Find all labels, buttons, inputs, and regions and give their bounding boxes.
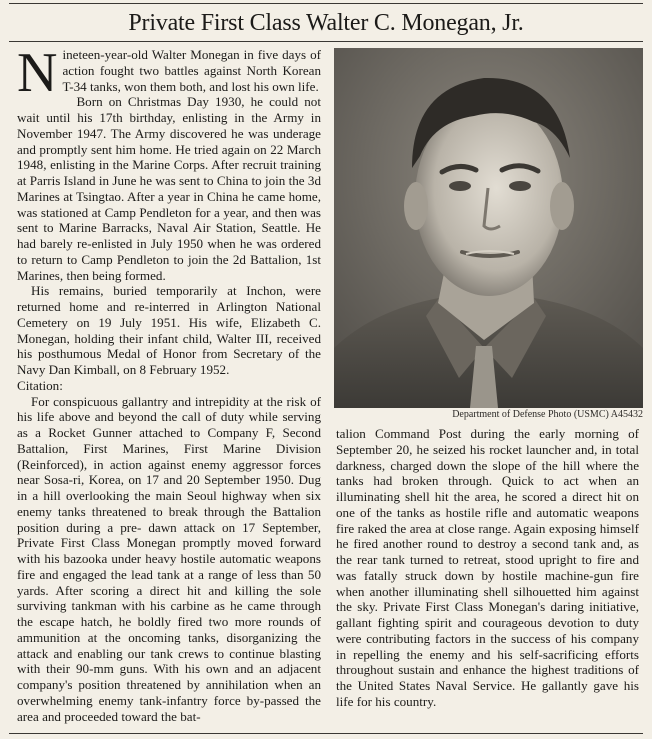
top-rule: [9, 3, 643, 4]
photo-caption: Department of Defense Photo (USMC) A45432: [452, 409, 643, 420]
burial-paragraph: His remains, buried temporarily at Inchon, were returned home and re-interred in Arlington National Cemetery on 19 July 1951. His wife, Elizabeth C. Monegan, holding their infant child, Walter III, received his posthumous Medal of Honor from Secretary of the Navy Dan Kimball, on 8 February 1952.: [17, 283, 321, 377]
drop-cap: N: [17, 42, 58, 104]
text-column-right: [336, 426, 639, 710]
portrait-illustration: [334, 48, 643, 408]
text-column-left: [17, 42, 321, 724]
citation-text-part2: talion Command Post during the early morning of September 20, he seized his rocket launcher and, in total darkness, charged down the slope of the hill where the tanks had broken through. Quick to act when an illuminating shell hit the area, he scored a direct hit on one of the tanks as hostile rifle and automatic weapons fire raked the area at close range. Again exposing himself he fired another round to destroy a second tank and, as the rear tank turned to retreat, stood upright to fire and was fatally struck down by hostile machine-gun fire when another illuminating shell silhouetted him against the sky. Private First Class Monegan's daring initiative, gallant fighting spirit and courageous devotion to duty were contributing factors in the success of his company in repelling the enemy and his self-sacrificing efforts throughout sustain and enhance the highest traditions of the United States Naval Service. He gallantly gave his life for his country.: [336, 426, 639, 709]
citation-label: Citation:: [17, 377, 63, 393]
page-title: Private First Class Walter C. Monegan, Jr.: [128, 10, 524, 36]
citation-text-part1: For conspicuous gallantry and intrepidity at the risk of his life above and beyond the call of duty while serving as a Rocket Gunner attached to Company F, Second Battalion, First Marines, First Marine Division (Reinforced), in action against enemy aggressor forces near Sosa-ri, Korea, on 17 and 20 September 1950. Dug in a hill overlooking the main Seoul highway when six enemy tanks threatened to break through the Battalion position during a pre- dawn attack on 17 September, Private First Class Monegan promptly moved forward with his bazooka under heavy hostile automatic weapons fire and engaged the lead tank at a range of less than 50 yards. After scoring a direct hit and killing the sole surviving tankman with his carbine as he came through the escape hatch, he boldly fired two more rounds of ammunition at the oncoming tanks, disorganizing the attack and enabling our tank crews to continue blasting with their 90-mm guns. With his own and an adjacent company's position threatened by annihilation when an overwhelming enemy tank-infantry force by-passed the area and proceeded toward the bat-: [17, 393, 321, 724]
biography-paragraph: Born on Christmas Day 1930, he could not wait until his 17th birthday, enlisting in the Army in November 1947. The Army discovered he was underage and promptly sent him home. He tried again on 22 March 1948, enlisting in the Marine Corps. After recruit training at Parris Island in June he was sent to China to join the 3d Marines at Tsingtao. After a year in China he came home, was stationed at Camp Pendleton for a year, and then was sent to Marine Barracks, Naval Air Station, Seattle. He had barely re-enlisted in July 1950 when he was ordered to return to Camp Pendleton to join the 2d Battalion, 1st Marines, then being formed.: [17, 94, 321, 283]
intro-paragraph: [17, 42, 321, 104]
intro-text: ineteen-year-old Walter Monegan in five days of action fought two battles against North Korean T-34 tanks, won them both, and lost his own life.: [62, 47, 321, 94]
title-rule: [9, 41, 643, 42]
bottom-rule: [9, 733, 643, 734]
portrait-photo: [334, 48, 643, 408]
